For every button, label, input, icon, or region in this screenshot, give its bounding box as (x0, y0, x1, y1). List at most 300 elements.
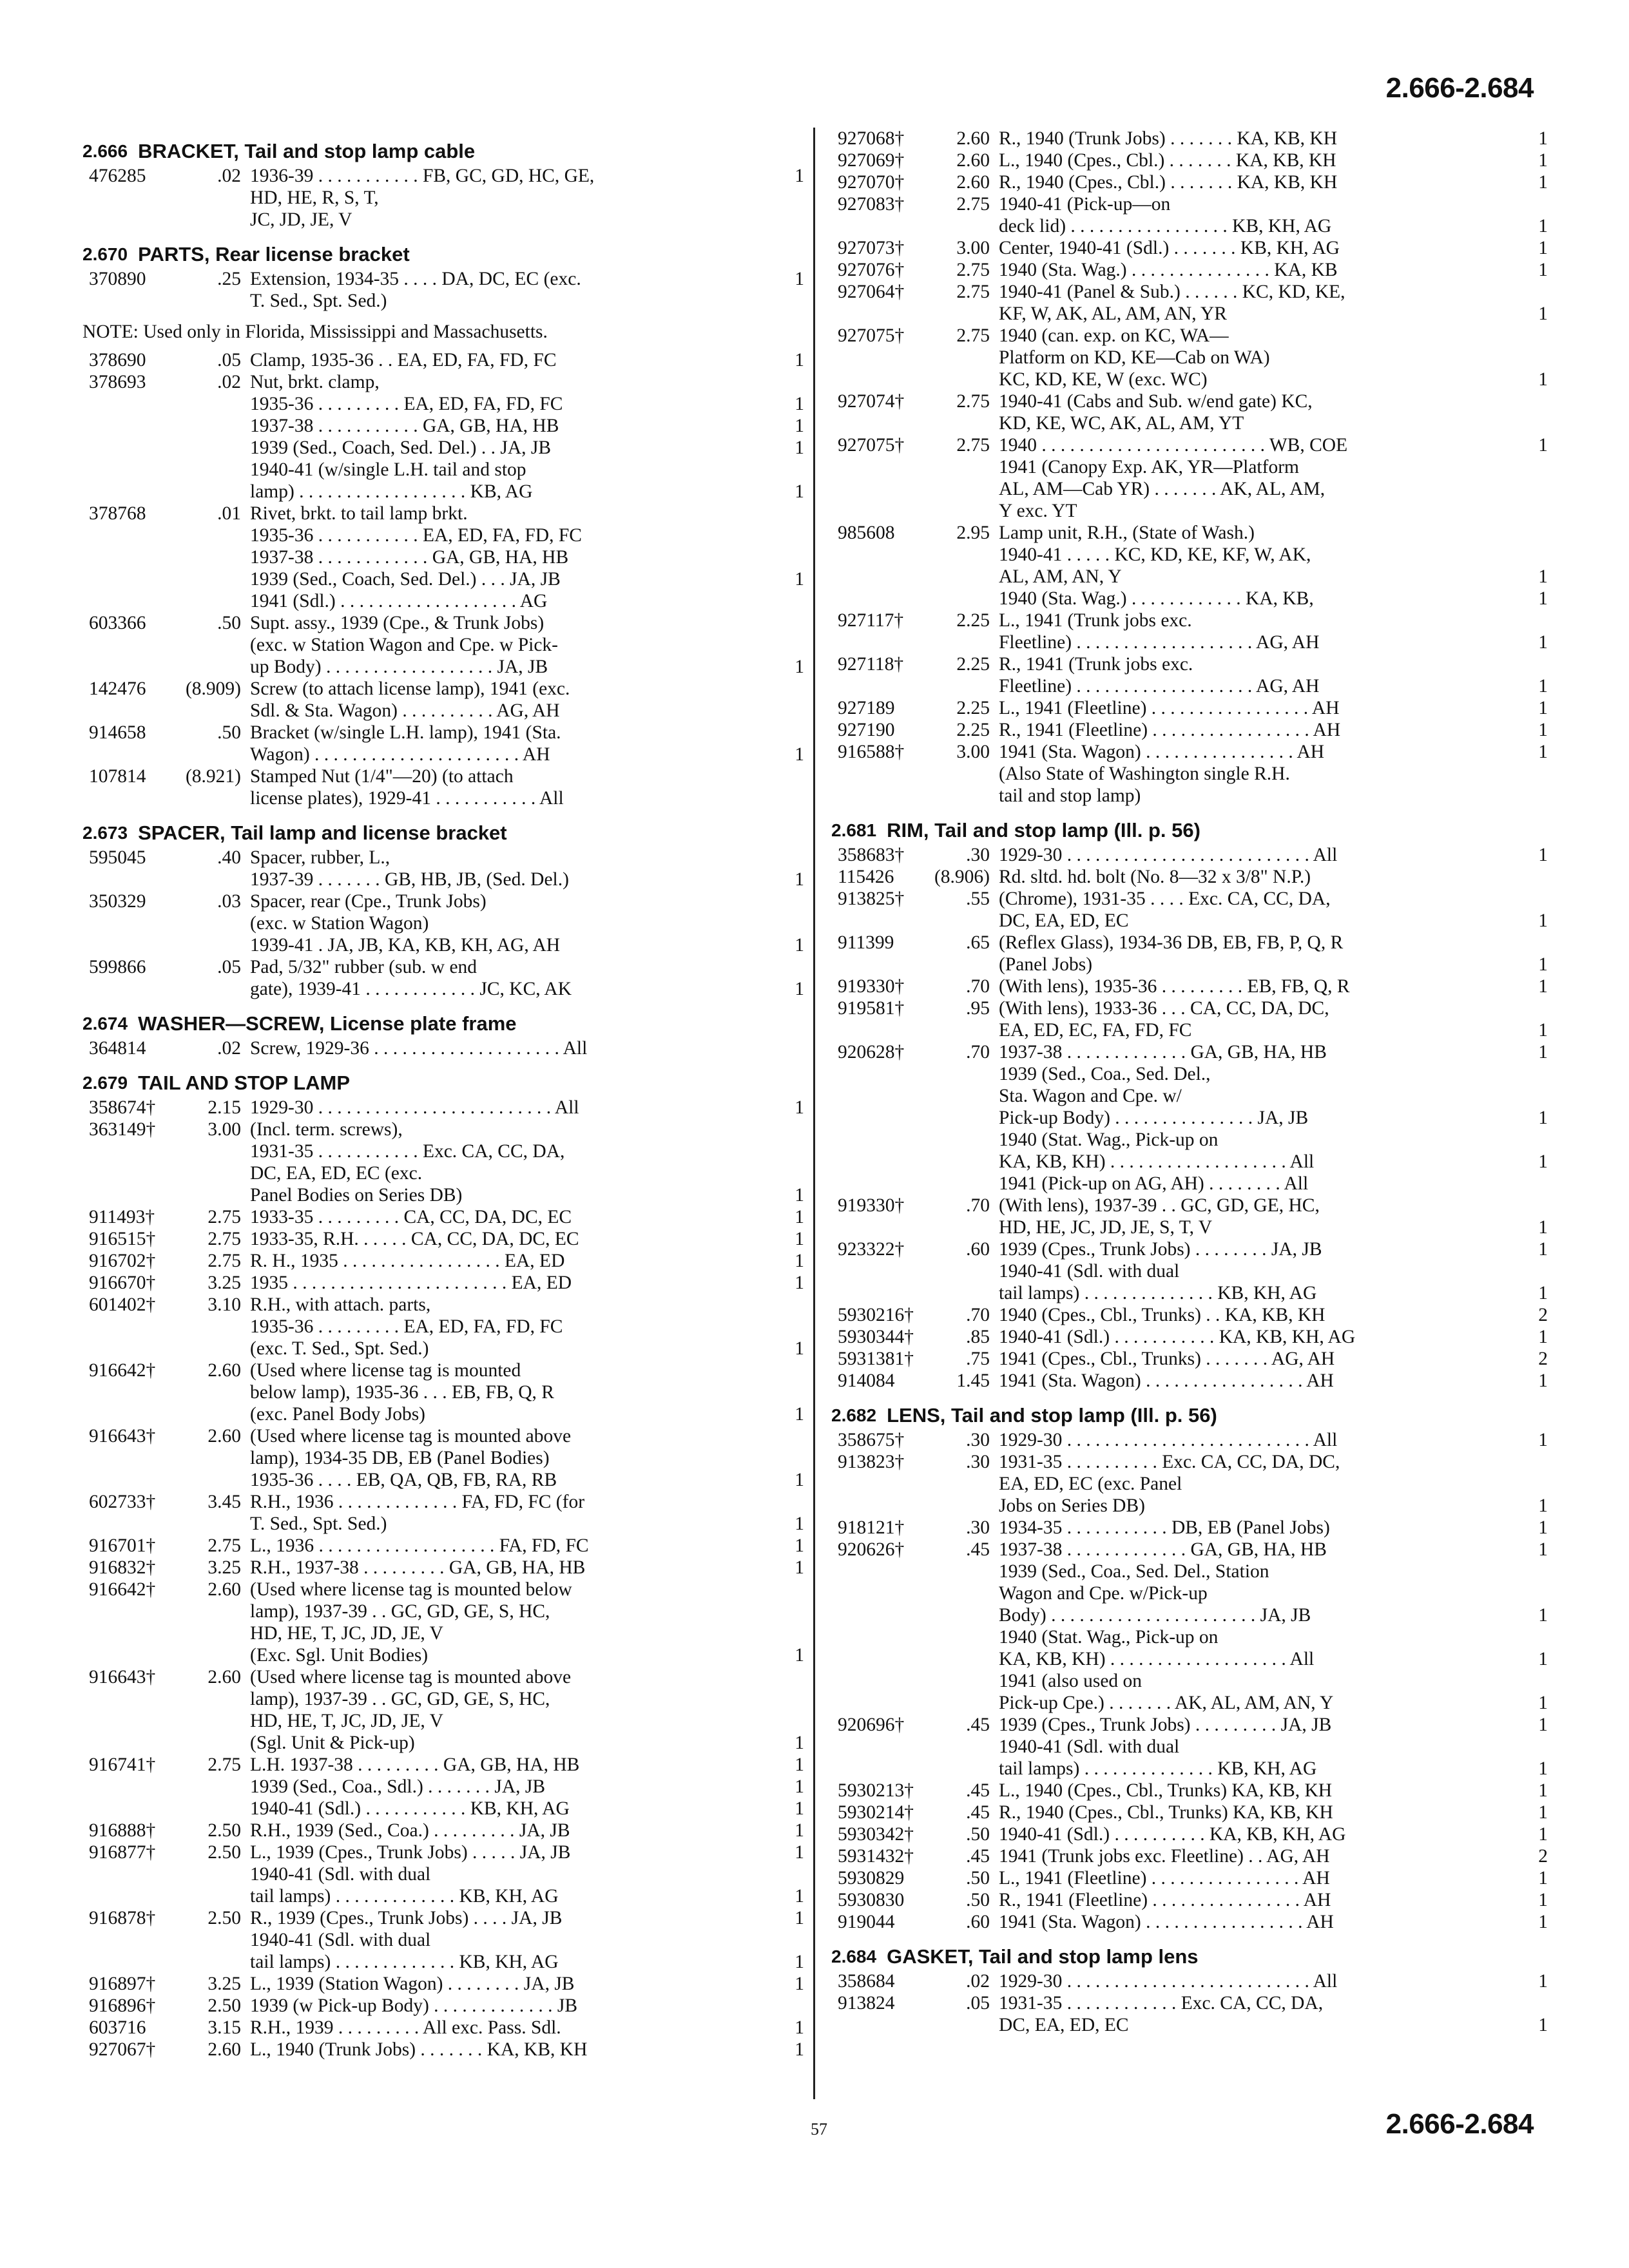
part-number: 364814 (89, 1038, 146, 1059)
part-price: 2.25 (956, 720, 990, 740)
part-number: 358684 (838, 1971, 895, 1992)
part-number: 5930216† (838, 1305, 914, 1325)
part-quantity: 1 (795, 269, 804, 289)
part-quantity: 1 1 (1538, 1715, 1548, 1779)
part-number: 927064† (838, 282, 905, 302)
column-divider (813, 128, 815, 2099)
part-quantity: 1 1 (1538, 566, 1548, 609)
part-description: 1935 . . . . . . . . . . . . . . . . . . . . . . . EA, ED (250, 1273, 572, 1293)
part-row (82, 956, 804, 1000)
section-number: 2.673 (82, 823, 128, 843)
part-description: R., 1941 (Fleetline) . . . . . . . . . . . . . . . . . AH (999, 720, 1341, 740)
section-number: 2.674 (82, 1014, 128, 1033)
part-description: (Used where license tag is mounted below lamp), 1935-36 . . . EB, FB, Q, R (exc. Panel Body Jobs) (250, 1360, 554, 1425)
part-row (82, 722, 804, 765)
part-price: 3.25 (207, 1273, 241, 1293)
part-number: 107814 (89, 766, 146, 787)
part-price: 2.75 (956, 435, 990, 456)
part-row (82, 1294, 804, 1360)
part-number: 5930214† (838, 1802, 914, 1823)
part-number: 920628† (838, 1042, 905, 1062)
part-number: 5930344† (838, 1327, 914, 1347)
part-price: .50 (966, 1824, 990, 1845)
part-quantity: 1 (795, 657, 804, 677)
part-quantity: 1 (795, 166, 804, 186)
part-description: L., 1941 (Trunk jobs exc. Fleetline) . . . . . . . . . . . . . . . . . . . AG, AH (999, 610, 1320, 653)
part-quantity: 1 (1538, 128, 1548, 149)
part-description: 1941 (Cpes., Cbl., Trunks) . . . . . . . AG, AH (999, 1349, 1335, 1369)
part-row (82, 503, 804, 612)
part-row (831, 325, 1548, 390)
part-number: 927083† (838, 194, 905, 215)
section-number: 2.679 (82, 1073, 128, 1093)
part-quantity: 1 (795, 935, 804, 956)
part-price: 2.75 (956, 282, 990, 302)
part-price: 2.60 (207, 2039, 241, 2060)
part-price: 2.75 (207, 1535, 241, 1556)
part-quantity: 1 (1538, 172, 1548, 193)
part-price: 2.60 (207, 1426, 241, 1446)
section-number: 2.681 (831, 820, 877, 840)
part-row (82, 268, 804, 312)
part-number: 913823† (838, 1452, 905, 1472)
section-title: LENS, Tail and stop lamp (Ill. p. 56) (887, 1404, 1217, 1427)
part-price: .95 (966, 998, 990, 1019)
part-row (831, 171, 1548, 193)
part-row (831, 653, 1548, 697)
part-number: 916642† (89, 1360, 156, 1381)
part-number: 916897† (89, 1974, 156, 1994)
part-quantity: 1 (1538, 976, 1548, 997)
part-quantity: 1 (1538, 2015, 1548, 2035)
part-number: 914658 (89, 722, 146, 743)
part-quantity: 1 (1538, 1890, 1548, 1910)
part-quantity: 1 1 (1538, 1239, 1548, 1303)
part-quantity: 1 (795, 1733, 804, 1753)
part-description: L., 1936 . . . . . . . . . . . . . . . . . . . FA, FD, FC (250, 1535, 589, 1556)
section-heading (82, 822, 804, 844)
part-number: 5930830 (838, 1890, 905, 1910)
part-number: 5930342† (838, 1824, 914, 1845)
part-quantity: 1 (795, 2039, 804, 2060)
part-quantity: 2 (1538, 1349, 1548, 1369)
part-description: (Incl. term. screws), 1931-35 . . . . . . . . . . . Exc. CA, CC, DA, DC, EA, ED, EC (exc. Panel Bodies on Series DB) (250, 1119, 565, 1206)
part-number: 5930213† (838, 1780, 914, 1801)
part-price: .45 (966, 1846, 990, 1867)
part-description: R.H., 1939 (Sed., Coa.) . . . . . . . . . JA, JB (250, 1820, 570, 1841)
part-price: 3.00 (956, 238, 990, 258)
part-description: R., 1941 (Trunk jobs exc. Fleetline) . . . . . . . . . . . . . . . . . . . AG, AH (999, 654, 1320, 697)
part-row (831, 741, 1548, 807)
part-quantity: 1 (1538, 1370, 1548, 1391)
part-price: 2.60 (956, 128, 990, 149)
part-description: Screw, 1929-36 . . . . . . . . . . . . . . . . . . . . All (250, 1038, 588, 1059)
part-description: 1929-30 . . . . . . . . . . . . . . . . . . . . . . . . . . All (999, 1430, 1338, 1450)
part-price: .45 (966, 1539, 990, 1560)
part-number: 927068† (838, 128, 905, 149)
part-number: 927117† (838, 610, 904, 631)
part-number: 913825† (838, 889, 905, 909)
part-row (82, 2017, 804, 2039)
part-quantity: 1 (795, 869, 804, 890)
part-price: 3.00 (207, 1119, 241, 1140)
part-price: 2.50 (207, 1995, 241, 2016)
part-description: Lamp unit, R.H., (State of Wash.) 1940-41 . . . . . KC, KD, KE, KF, W, AK, AL, AM, AN, Y 1940 (Sta. Wag.) . . . . . . . . . . . . KA, KB, (999, 523, 1314, 609)
section-number: 2.666 (82, 141, 128, 161)
part-price: .60 (966, 1912, 990, 1932)
part-description: Bracket (w/single L.H. lamp), 1941 (Sta. Wagon) . . . . . . . . . . . . . . . . . . . . . . AH (250, 722, 561, 765)
part-row (831, 1823, 1548, 1845)
part-price: .50 (217, 722, 241, 743)
part-price: 3.25 (207, 1974, 241, 1994)
part-quantity: 1 (1538, 1971, 1548, 1992)
part-row (831, 522, 1548, 610)
part-number: 919330† (838, 976, 905, 997)
part-description: 1940 (can. exp. on KC, WA— Platform on KD, KE—Cab on WA) KC, KD, KE, W (exc. WC) (999, 325, 1270, 390)
part-quantity: 1 (1538, 845, 1548, 865)
part-number: 142476 (89, 678, 146, 699)
section-number: 2.670 (82, 244, 128, 264)
part-quantity: 1 (1538, 698, 1548, 718)
part-description: Center, 1940-41 (Sdl.) . . . . . . . KB, KH, AG (999, 238, 1340, 258)
part-row (831, 975, 1548, 997)
section-heading (831, 1405, 1548, 1427)
part-row (831, 390, 1548, 434)
part-number: 916896† (89, 1995, 156, 2016)
part-number: 358683† (838, 845, 905, 865)
part-row (831, 434, 1548, 522)
part-description: L., 1940 (Cpes., Cbl.) . . . . . . . KA, KB, KH (999, 150, 1336, 171)
part-quantity: 1 (1538, 1824, 1548, 1845)
part-price: 3.10 (207, 1294, 241, 1315)
part-quantity: 1 (795, 1470, 804, 1490)
part-price: 1.45 (956, 1370, 990, 1391)
part-price: (8.906) (934, 867, 990, 887)
part-description: Supt. assy., 1939 (Cpe., & Trunk Jobs) (exc. w Station Wagon and Cpe. w Pick- up Body) . . . . . . . . . . . . . . . . . . JA, JB (250, 613, 559, 677)
part-number: 923322† (838, 1239, 905, 1260)
part-quantity: 1 (795, 1229, 804, 1249)
part-number: 378690 (89, 350, 146, 370)
part-price: 2.25 (956, 698, 990, 718)
part-row (82, 1491, 804, 1535)
part-price: .05 (966, 1993, 990, 2013)
part-number: 918121† (838, 1517, 905, 1538)
part-row (82, 1754, 804, 1820)
part-quantity: 1 (1538, 1217, 1548, 1238)
section-heading (831, 1946, 1548, 1968)
section-title: RIM, Tail and stop lamp (Ill. p. 56) (887, 819, 1200, 841)
part-number: 916888† (89, 1820, 156, 1841)
part-number: 350329 (89, 891, 146, 912)
part-number: 916741† (89, 1754, 156, 1775)
part-description: R., 1940 (Trunk Jobs) . . . . . . . KA, KB, KH (999, 128, 1338, 149)
part-number: 927067† (89, 2039, 156, 2060)
part-price: 2.75 (207, 1754, 241, 1775)
part-description: Rivet, brkt. to tail lamp brkt. 1935-36 . . . . . . . . . . . EA, ED, FA, FD, FC 1937-38 . . . . . . . . . . . . GA, GB, HA, HB 1939 (Sed., Coach, Sed. Del.) . . . JA, JB 1941 (Sdl.) . . . . . . . . . . . . . . . . . . . AG (250, 503, 582, 611)
part-row (82, 847, 804, 890)
part-price: 2.25 (956, 610, 990, 631)
part-number: 927190 (838, 720, 895, 740)
part-description: 1940 . . . . . . . . . . . . . . . . . . . . . . . . WB, COE 1941 (Canopy Exp. AK, YR—Platform AL, AM—Cab YR) . . . . . . . AK, AL, AM, Y exc. YT (999, 435, 1348, 521)
part-price: .40 (217, 847, 241, 868)
part-quantity: 1 (1538, 954, 1548, 975)
part-description: Extension, 1934-35 . . . . DA, DC, EC (exc. T. Sed., Spt. Sed.) (250, 269, 581, 311)
part-row (831, 1451, 1548, 1517)
part-quantity: 1 (795, 979, 804, 999)
part-description: (Used where license tag is mounted above lamp), 1934-35 DB, EB (Panel Bodies) 1935-36 . . . . EB, QA, QB, FB, RA, RB (250, 1426, 572, 1490)
part-price: .02 (217, 372, 241, 392)
part-row (831, 1714, 1548, 1780)
right-column (831, 128, 1548, 2036)
part-price: 2.60 (956, 172, 990, 193)
part-quantity: 1 (1538, 303, 1548, 324)
part-row (82, 349, 804, 371)
part-description: (Chrome), 1931-35 . . . . Exc. CA, CC, DA, DC, EA, ED, EC (999, 889, 1331, 931)
part-number: 927075† (838, 435, 905, 456)
part-price: .45 (966, 1802, 990, 1823)
part-row (831, 259, 1548, 281)
part-row (831, 1889, 1548, 1911)
part-price: 2.95 (956, 523, 990, 543)
part-quantity: 1 (1538, 1912, 1548, 1932)
part-description: L., 1940 (Trunk Jobs) . . . . . . . KA, KB, KH (250, 2039, 588, 2060)
part-price: .30 (966, 845, 990, 865)
part-description: (Used where license tag is mounted below lamp), 1937-39 . . GC, GD, GE, S, HC, HD, HE, T, JC, JD, JE, V (Exc. Sgl. Unit Bodies) (250, 1579, 572, 1666)
part-number: 5930829 (838, 1868, 905, 1888)
part-description: R.H., 1939 . . . . . . . . . All exc. Pass. Sdl. (250, 2017, 561, 2038)
part-row (82, 1907, 804, 1973)
part-number: 916878† (89, 1908, 156, 1928)
section-heading (831, 820, 1548, 841)
part-description: 1939 (Cpes., Trunk Jobs) . . . . . . . . . JA, JB 1940-41 (Sdl. with dual tail lamps) . . . . . . . . . . . . . . KB, KH, AG (999, 1715, 1332, 1779)
part-quantity: 1 (795, 1185, 804, 1206)
part-row (831, 1539, 1548, 1714)
part-description: 1934-35 . . . . . . . . . . . DB, EB (Panel Jobs) (999, 1517, 1330, 1538)
part-row (831, 932, 1548, 975)
section-heading (82, 1013, 804, 1035)
part-number: 916670† (89, 1273, 156, 1293)
part-description: L., 1941 (Fleetline) . . . . . . . . . . . . . . . . . AH (999, 698, 1340, 718)
part-number: 911493† (89, 1207, 155, 1227)
part-price: 2.60 (207, 1667, 241, 1687)
header-section-range: 2.666-2.684 (1385, 72, 1534, 104)
part-row (831, 610, 1548, 653)
part-row (831, 1348, 1548, 1370)
part-price: .02 (966, 1971, 990, 1992)
part-quantity: 1 (1538, 1517, 1548, 1538)
part-number: 927073† (838, 238, 905, 258)
part-price: .75 (966, 1349, 990, 1369)
part-price: .01 (217, 503, 241, 524)
part-quantity: 1 (1538, 676, 1548, 697)
section-title: SPACER, Tail lamp and license bracket (138, 822, 507, 844)
part-number: 916643† (89, 1426, 156, 1446)
part-description: Stamped Nut (1/4"—20) (to attach license plates), 1929-41 . . . . . . . . . . . All (250, 766, 564, 809)
part-description: Nut, brkt. clamp, 1935-36 . . . . . . . . . EA, ED, FA, FD, FC 1937-38 . . . . . . . . . . . GA, GB, HA, HB 1939 (Sed., Coach, Sed. Del.) . . JA, JB 1940-41 (w/single L.H. tail and stop lamp) . . . . . . . . . . . . . . . . . . KB, AG (250, 372, 563, 502)
part-quantity: 1 (1538, 435, 1548, 456)
part-quantity: 1 1 (795, 1908, 804, 1972)
part-number: 913824 (838, 1993, 895, 2013)
section-heading (82, 140, 804, 162)
part-row (82, 1557, 804, 1579)
part-description: 1941 (Sta. Wagon) . . . . . . . . . . . . . . . . . AH (999, 1912, 1334, 1932)
part-quantity: 1 (1538, 1495, 1548, 1516)
part-description: 1941 (Trunk jobs exc. Fleetline) . . AG, AH (999, 1846, 1330, 1867)
part-quantity: 1 (1538, 260, 1548, 280)
part-number: 363149† (89, 1119, 156, 1140)
part-row (82, 1097, 804, 1119)
part-quantity: 1 1 1 1 (795, 394, 804, 502)
part-quantity: 1 1 (795, 1842, 804, 1907)
part-price: 3.25 (207, 1557, 241, 1578)
part-number: 919581† (838, 998, 905, 1019)
part-price: .03 (217, 891, 241, 912)
part-price: 2.25 (956, 654, 990, 675)
part-price: .70 (966, 976, 990, 997)
part-row (831, 997, 1548, 1041)
part-price: 2.75 (207, 1207, 241, 1227)
part-quantity: 1 (1538, 1868, 1548, 1888)
part-price: 2.75 (207, 1229, 241, 1249)
part-number: 378768 (89, 503, 146, 524)
part-number: 5931381† (838, 1349, 914, 1369)
page-number: 57 (811, 2120, 827, 2138)
part-row (831, 1802, 1548, 1823)
part-row (82, 1579, 804, 1666)
part-price: 3.15 (207, 2017, 241, 2038)
part-row (82, 1037, 804, 1059)
part-price: 2.75 (207, 1251, 241, 1271)
section-title: WASHER—SCREW, License plate frame (138, 1012, 517, 1035)
part-quantity: 1 (1538, 720, 1548, 740)
part-quantity: 1 (795, 569, 804, 590)
part-row (831, 1195, 1548, 1238)
part-description: R.H., 1937-38 . . . . . . . . . GA, GB, HA, HB (250, 1557, 586, 1578)
part-price: .05 (217, 957, 241, 977)
part-number: 920696† (838, 1715, 905, 1735)
part-quantity: 1 (795, 1974, 804, 1994)
part-row (831, 1429, 1548, 1451)
part-description: R., 1939 (Cpes., Trunk Jobs) . . . . JA, JB 1940-41 (Sdl. with dual tail lamps) . . . . . . . . . . . . . KB, KH, AG (250, 1908, 563, 1972)
part-row (831, 1911, 1548, 1933)
section-heading (82, 244, 804, 265)
part-number: 5931432† (838, 1846, 914, 1867)
part-price: 2.15 (207, 1097, 241, 1118)
part-description: L., 1939 (Station Wagon) . . . . . . . . JA, JB (250, 1974, 575, 1994)
part-price: 2.60 (956, 150, 990, 171)
part-number: 927189 (838, 698, 895, 718)
part-number: 916515† (89, 1229, 156, 1249)
part-description: R., 1940 (Cpes., Cbl.) . . . . . . . KA, KB, KH (999, 172, 1338, 193)
part-price: 3.00 (956, 742, 990, 762)
part-number: 115426 (838, 867, 894, 887)
section-number: 2.682 (831, 1405, 877, 1425)
part-row (82, 1272, 804, 1294)
part-price: .70 (966, 1305, 990, 1325)
part-number: 985608 (838, 523, 895, 543)
part-price: 3.45 (207, 1492, 241, 1512)
section-title: BRACKET, Tail and stop lamp cable (138, 140, 476, 162)
part-description: R., 1940 (Cpes., Cbl., Trunks) KA, KB, KH (999, 1802, 1333, 1823)
part-number: 927076† (838, 260, 905, 280)
part-row (831, 281, 1548, 325)
part-description: Pad, 5/32" rubber (sub. w end gate), 1939-41 . . . . . . . . . . . . JC, KC, AK (250, 957, 572, 999)
part-price: .02 (217, 166, 241, 186)
part-row (831, 1304, 1548, 1326)
part-description: Spacer, rubber, L., 1937-39 . . . . . . . GB, HB, JB, (Sed. Del.) (250, 847, 569, 890)
part-quantity: 1 (1538, 1780, 1548, 1801)
part-description: (With lens), 1935-36 . . . . . . . . . EB, FB, Q, R (999, 976, 1350, 997)
part-description: Rd. sltd. hd. bolt (No. 8—32 x 3/8" N.P.) (999, 867, 1311, 887)
part-number: 916643† (89, 1667, 156, 1687)
part-description: L., 1940 (Cpes., Cbl., Trunks) KA, KB, KH (999, 1780, 1333, 1801)
part-row (82, 1425, 804, 1491)
part-row (82, 1841, 804, 1907)
part-number: 916701† (89, 1535, 156, 1556)
part-quantity: 1 (1538, 1802, 1548, 1823)
part-price: 2.50 (207, 1908, 241, 1928)
part-row (831, 1326, 1548, 1348)
part-row (831, 697, 1548, 719)
part-number: 599866 (89, 957, 146, 977)
part-quantity: 1 (1538, 150, 1548, 171)
part-description: (With lens), 1933-36 . . . CA, CC, DA, DC, EA, ED, EC, FA, FD, FC (999, 998, 1329, 1041)
part-price: .70 (966, 1195, 990, 1216)
part-number: 920626† (838, 1539, 905, 1560)
part-description: L., 1939 (Cpes., Trunk Jobs) . . . . . JA, JB 1940-41 (Sdl. with dual tail lamps) . . . . . . . . . . . . . KB, KH, AG (250, 1842, 571, 1907)
part-number: 370890 (89, 269, 146, 289)
part-quantity: 1 (795, 350, 804, 370)
part-row (82, 2039, 804, 2061)
part-quantity: 1 (1538, 742, 1548, 762)
part-number: 378693 (89, 372, 146, 392)
part-row (82, 678, 804, 722)
part-price: .05 (217, 350, 241, 370)
part-row (831, 1370, 1548, 1392)
part-quantity: 1 (795, 1645, 804, 1666)
part-price: .55 (966, 889, 990, 909)
part-quantity: 2 (1538, 1305, 1548, 1325)
part-description: R., 1941 (Fleetline) . . . . . . . . . . . . . . . . AH (999, 1890, 1331, 1910)
part-row (831, 237, 1548, 259)
part-description: 1929-30 . . . . . . . . . . . . . . . . . . . . . . . . . All (250, 1097, 579, 1118)
part-quantity: 1 (795, 1251, 804, 1271)
part-price: .65 (966, 932, 990, 953)
part-description: 1936-39 . . . . . . . . . . . FB, GC, GD, HC, GE, HD, HE, R, S, T, JC, JD, JE, V (250, 166, 595, 230)
part-row (831, 1517, 1548, 1539)
part-row (831, 193, 1548, 237)
part-row (831, 1041, 1548, 1195)
part-description: 1933-35, R.H. . . . . . CA, CC, DA, DC, EC (250, 1229, 579, 1249)
part-number: 927070† (838, 172, 905, 193)
part-description: 1940-41 (Pick-up—on deck lid) . . . . . . . . . . . . . . . . . KB, KH, AG (999, 194, 1332, 236)
part-row (82, 1206, 804, 1228)
part-description: 1939 (Cpes., Trunk Jobs) . . . . . . . . JA, JB 1940-41 (Sdl. with dual tail lamps) . . . . . . . . . . . . . . KB, KH, AG (999, 1239, 1322, 1303)
part-price: .50 (966, 1868, 990, 1888)
part-number: 358675† (838, 1430, 905, 1450)
part-description: R.H., with attach. parts, 1935-36 . . . . . . . . . EA, ED, FA, FD, FC (exc. T. Sed., Spt. Sed.) (250, 1294, 563, 1359)
part-row (831, 844, 1548, 866)
part-row (82, 1820, 804, 1841)
part-number: 916877† (89, 1842, 156, 1863)
part-quantity: 1 (795, 744, 804, 765)
part-number: 603366 (89, 613, 146, 633)
part-row (831, 1780, 1548, 1802)
part-description: 1940-41 (Sdl.) . . . . . . . . . . KA, KB, KH, AG (999, 1824, 1346, 1845)
part-number: 911399 (838, 932, 894, 953)
part-price: 2.75 (956, 325, 990, 346)
part-price: 2.50 (207, 1820, 241, 1841)
